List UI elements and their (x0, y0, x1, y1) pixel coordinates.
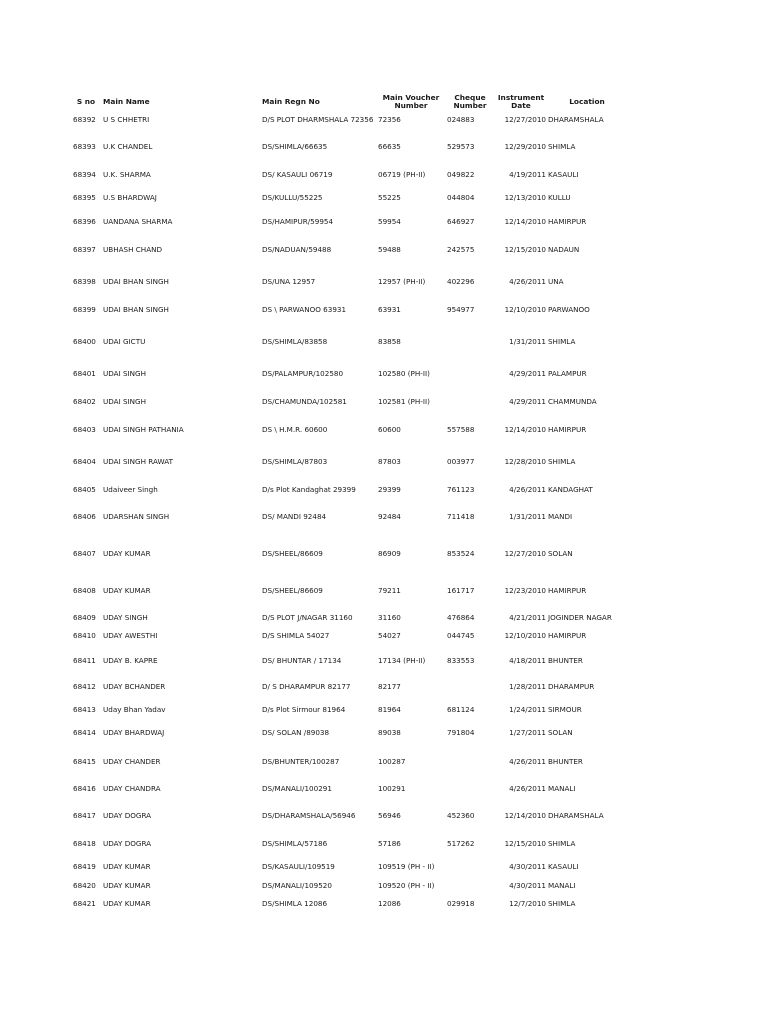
cell-instrument-date: 4/19/2011 (509, 170, 546, 179)
cell-sno: 68417 (73, 811, 96, 820)
cell-voucher-number: 54027 (378, 631, 401, 640)
cell-instrument-date: 4/26/2011 (509, 485, 546, 494)
cell-sno: 68412 (73, 682, 96, 691)
cell-location: UNA (548, 277, 564, 286)
table-row (0, 631, 768, 641)
cell-sno: 68403 (73, 425, 96, 434)
table-row (0, 705, 768, 715)
cell-cheque-number: 557588 (447, 425, 475, 434)
table-row (0, 881, 768, 891)
table-row (0, 784, 768, 794)
cell-cheque-number: 853524 (447, 549, 475, 558)
cell-voucher-number: 12086 (378, 899, 401, 908)
cell-sno: 68406 (73, 512, 96, 521)
header-cheque-line2: Number (453, 101, 487, 110)
cell-instrument-date: 4/18/2011 (509, 656, 546, 665)
cell-instrument-date: 4/21/2011 (509, 613, 546, 622)
cell-voucher-number: 31160 (378, 613, 401, 622)
cell-main-name: UDAY B. KAPRE (103, 656, 158, 665)
cell-instrument-date: 12/27/2010 (504, 115, 546, 124)
cell-instrument-date: 12/10/2010 (504, 631, 546, 640)
cell-main-name: UDARSHAN SINGH (103, 512, 170, 521)
cell-main-name: UDAY CHANDER (103, 757, 161, 766)
cell-cheque-number: 452360 (447, 811, 475, 820)
cell-cheque-number: 044804 (447, 193, 475, 202)
cell-location: HAMIRPUR (548, 425, 587, 434)
cell-sno: 68405 (73, 485, 96, 494)
cell-instrument-date: 4/30/2011 (509, 862, 546, 871)
cell-voucher-number: 82177 (378, 682, 401, 691)
cell-instrument-date: 12/15/2010 (504, 839, 546, 848)
cell-sno: 68413 (73, 705, 96, 714)
cell-main-regn-no: DS/SHIMLA/83858 (262, 337, 328, 346)
cell-location: CHAMMUNDA (548, 397, 597, 406)
cell-main-name: UDAI BHAN SINGH (103, 305, 169, 314)
cell-instrument-date: 12/13/2010 (504, 193, 546, 202)
cell-sno: 68414 (73, 728, 96, 737)
cell-main-name: UANDANA SHARMA (103, 217, 173, 226)
cell-instrument-date: 4/30/2011 (509, 881, 546, 890)
cell-main-name: UDAY DOGRA (103, 839, 152, 848)
cell-cheque-number: 517262 (447, 839, 475, 848)
cell-main-name: UDAY BHARDWAJ (103, 728, 165, 737)
cell-main-regn-no: DS/KULLU/55225 (262, 193, 323, 202)
cell-main-name: UDAY KUMAR (103, 862, 151, 871)
cell-instrument-date: 12/27/2010 (504, 549, 546, 558)
cell-voucher-number: 57186 (378, 839, 401, 848)
cell-main-regn-no: DS \ H.M.R. 60600 (262, 425, 328, 434)
cell-location: HAMIRPUR (548, 217, 587, 226)
cell-main-regn-no: DS/SHIMLA/66635 (262, 142, 328, 151)
cell-sno: 68420 (73, 881, 96, 890)
table-row (0, 586, 768, 596)
cell-main-regn-no: DS/HAMIPUR/59954 (262, 217, 334, 226)
cell-main-regn-no: DS/MANALI/109520 (262, 881, 332, 890)
cell-instrument-date: 1/27/2011 (509, 728, 546, 737)
table-row (0, 512, 768, 522)
cell-sno: 68397 (73, 245, 96, 254)
cell-voucher-number: 87803 (378, 457, 401, 466)
cell-instrument-date: 4/29/2011 (509, 397, 546, 406)
table-row (0, 549, 768, 559)
cell-sno: 68399 (73, 305, 96, 314)
table-row (0, 862, 768, 872)
header-instrument-date-line1: Instrument (497, 93, 545, 102)
cell-main-regn-no: DS/SHIMLA/87803 (262, 457, 328, 466)
table-row (0, 425, 768, 435)
cell-main-regn-no: DS/SHIMLA 12086 (262, 899, 328, 908)
cell-main-name: UDAI BHAN SINGH (103, 277, 169, 286)
cell-sno: 68410 (73, 631, 96, 640)
header-main-regn-no: Main Regn No (262, 97, 320, 106)
cell-cheque-number: 402296 (447, 277, 475, 286)
cell-sno: 68393 (73, 142, 96, 151)
table-row (0, 656, 768, 666)
cell-sno: 68421 (73, 899, 96, 908)
cell-main-regn-no: DS/ MANDI 92484 (262, 512, 327, 521)
table-row (0, 142, 768, 152)
cell-instrument-date: 12/15/2010 (504, 245, 546, 254)
cell-cheque-number: 646927 (447, 217, 475, 226)
cell-voucher-number: 59954 (378, 217, 401, 226)
cell-voucher-number: 60600 (378, 425, 401, 434)
table-row (0, 193, 768, 203)
table-row (0, 839, 768, 849)
cell-location: JOGINDER NAGAR (548, 613, 612, 622)
table-row (0, 728, 768, 738)
cell-main-regn-no: DS/ KASAULI 06719 (262, 170, 333, 179)
cell-sno: 68392 (73, 115, 96, 124)
cell-main-regn-no: DS/BHUNTER/100287 (262, 757, 340, 766)
header-main-voucher-line1: Main Voucher (382, 93, 440, 102)
cell-main-name: Uday Bhan Yadav (103, 705, 166, 714)
table-row (0, 397, 768, 407)
cell-location: SIRMOUR (548, 705, 582, 714)
cell-main-regn-no: D/S SHIMLA 54027 (262, 631, 330, 640)
cell-voucher-number: 81964 (378, 705, 401, 714)
cell-location: SOLAN (548, 728, 573, 737)
header-sno: S no (76, 97, 96, 106)
cell-voucher-number: 100291 (378, 784, 406, 793)
cell-location: HAMIRPUR (548, 631, 587, 640)
cell-location: PALAMPUR (548, 369, 587, 378)
cell-main-regn-no: DS/KASAULI/109519 (262, 862, 335, 871)
cell-sno: 68411 (73, 656, 96, 665)
cell-main-name: UDAI GICTU (103, 337, 146, 346)
cell-voucher-number: 66635 (378, 142, 401, 151)
cell-main-name: UBHASH CHAND (103, 245, 163, 254)
cell-voucher-number: 100287 (378, 757, 406, 766)
cell-location: MANALI (548, 784, 576, 793)
cell-voucher-number: 109519 (PH - II) (378, 862, 435, 871)
cell-main-regn-no: DS/MANALI/100291 (262, 784, 332, 793)
cell-main-name: U.S BHARDWAJ (103, 193, 157, 202)
cell-sno: 68400 (73, 337, 96, 346)
cell-main-regn-no: D/s Plot Sirmour 81964 (262, 705, 346, 714)
cell-voucher-number: 102581 (PH-II) (378, 397, 430, 406)
cell-voucher-number: 63931 (378, 305, 401, 314)
cell-cheque-number: 833553 (447, 656, 475, 665)
cell-cheque-number: 791804 (447, 728, 475, 737)
cell-voucher-number: 29399 (378, 485, 401, 494)
header-location: Location (569, 97, 605, 106)
cell-instrument-date: 1/31/2011 (509, 512, 546, 521)
table-row (0, 811, 768, 821)
cell-location: DHARAMSHALA (548, 811, 604, 820)
table-row (0, 337, 768, 347)
cell-cheque-number: 024883 (447, 115, 475, 124)
cell-main-regn-no: DS/UNA 12957 (262, 277, 316, 286)
cell-cheque-number: 476864 (447, 613, 475, 622)
cell-cheque-number: 003977 (447, 457, 475, 466)
cell-cheque-number: 049822 (447, 170, 475, 179)
cell-main-name: UDAY BCHANDER (103, 682, 166, 691)
cell-instrument-date: 4/26/2011 (509, 757, 546, 766)
table-row (0, 170, 768, 180)
cell-instrument-date: 1/24/2011 (509, 705, 546, 714)
cell-sno: 68419 (73, 862, 96, 871)
cell-voucher-number: 109520 (PH - II) (378, 881, 435, 890)
cell-main-name: UDAI SINGH (103, 369, 147, 378)
cell-voucher-number: 17134 (PH-II) (378, 656, 426, 665)
header-instrument-date-line2: Date (511, 101, 531, 110)
cell-main-regn-no: DS/SHIMLA/57186 (262, 839, 328, 848)
cell-instrument-date: 12/28/2010 (504, 457, 546, 466)
cell-main-regn-no: DS/NADUAN/59488 (262, 245, 332, 254)
cell-voucher-number: 06719 (PH-II) (378, 170, 426, 179)
cell-location: KASAULI (548, 862, 579, 871)
cell-voucher-number: 89038 (378, 728, 401, 737)
table-row (0, 613, 768, 623)
table-row (0, 457, 768, 467)
cell-sno: 68404 (73, 457, 96, 466)
cell-main-name: U.K CHANDEL (103, 142, 153, 151)
cell-location: SHIMLA (548, 839, 576, 848)
table-row (0, 305, 768, 315)
cell-main-regn-no: D/S PLOT DHARMSHALA 72356 (262, 115, 374, 124)
cell-sno: 68398 (73, 277, 96, 286)
cell-main-name: UDAY CHANDRA (103, 784, 161, 793)
cell-voucher-number: 56946 (378, 811, 401, 820)
cell-location: BHUNTER (548, 656, 583, 665)
cell-sno: 68401 (73, 369, 96, 378)
header-main-voucher-line2: Number (394, 101, 428, 110)
cell-cheque-number: 161717 (447, 586, 475, 595)
cell-cheque-number: 044745 (447, 631, 475, 640)
cell-instrument-date: 12/7/2010 (509, 899, 546, 908)
cell-main-regn-no: DS/ SOLAN /89038 (262, 728, 330, 737)
cell-location: BHUNTER (548, 757, 583, 766)
cell-main-name: UDAY DOGRA (103, 811, 152, 820)
cell-sno: 68407 (73, 549, 96, 558)
cell-location: DHARAMSHALA (548, 115, 604, 124)
table-row (0, 369, 768, 379)
table-row (0, 682, 768, 692)
cell-main-name: UDAY AWESTHI (103, 631, 158, 640)
cell-voucher-number: 92484 (378, 512, 401, 521)
cell-location: MANALI (548, 881, 576, 890)
table-row (0, 757, 768, 767)
header-main-name: Main Name (103, 97, 150, 106)
cell-instrument-date: 1/31/2011 (509, 337, 546, 346)
cell-sno: 68415 (73, 757, 96, 766)
cell-main-regn-no: D/s Plot Kandaghat 29399 (262, 485, 356, 494)
cell-cheque-number: 242575 (447, 245, 475, 254)
cell-voucher-number: 59488 (378, 245, 401, 254)
cell-main-name: UDAI SINGH (103, 397, 147, 406)
cell-instrument-date: 12/14/2010 (504, 425, 546, 434)
cell-instrument-date: 12/14/2010 (504, 217, 546, 226)
cell-location: PARWANOO (548, 305, 590, 314)
cell-main-regn-no: D/S PLOT J/NAGAR 31160 (262, 613, 353, 622)
cell-main-regn-no: DS/CHAMUNDA/102581 (262, 397, 347, 406)
cell-sno: 68408 (73, 586, 96, 595)
cell-instrument-date: 12/29/2010 (504, 142, 546, 151)
cell-location: KANDAGHAT (548, 485, 593, 494)
cell-main-name: UDAY KUMAR (103, 549, 151, 558)
cell-voucher-number: 102580 (PH-II) (378, 369, 430, 378)
cell-sno: 68395 (73, 193, 96, 202)
table-row (0, 899, 768, 909)
cell-sno: 68418 (73, 839, 96, 848)
cell-main-regn-no: DS/PALAMPUR/102580 (262, 369, 344, 378)
cell-instrument-date: 4/26/2011 (509, 784, 546, 793)
cell-main-regn-no: DS/SHEEL/86609 (262, 586, 323, 595)
cell-voucher-number: 79211 (378, 586, 401, 595)
cell-instrument-date: 4/29/2011 (509, 369, 546, 378)
table-row (0, 485, 768, 495)
cell-voucher-number: 12957 (PH-II) (378, 277, 426, 286)
cell-instrument-date: 4/26/2011 (509, 277, 546, 286)
cell-location: KASAULI (548, 170, 579, 179)
cell-cheque-number: 029918 (447, 899, 475, 908)
cell-sno: 68409 (73, 613, 96, 622)
cell-location: MANDI (548, 512, 573, 521)
cell-cheque-number: 711418 (447, 512, 475, 521)
cell-main-name: U.K. SHARMA (103, 170, 151, 179)
cell-instrument-date: 12/14/2010 (504, 811, 546, 820)
cell-main-name: UDAI SINGH RAWAT (103, 457, 173, 466)
cell-location: SOLAN (548, 549, 573, 558)
cell-main-regn-no: D/ S DHARAMPUR 82177 (262, 682, 351, 691)
cell-main-name: UDAY KUMAR (103, 586, 151, 595)
header-cheque-line1: Cheque (454, 93, 486, 102)
table-row (0, 277, 768, 287)
cell-location: HAMIRPUR (548, 586, 587, 595)
cell-main-regn-no: DS/DHARAMSHALA/56946 (262, 811, 356, 820)
cell-main-regn-no: DS \ PARWANOO 63931 (262, 305, 347, 314)
cell-main-regn-no: DS/ BHUNTAR / 17134 (262, 656, 342, 665)
cell-main-name: U S CHHETRI (103, 115, 150, 124)
cell-instrument-date: 12/10/2010 (504, 305, 546, 314)
cell-location: DHARAMPUR (548, 682, 595, 691)
cell-instrument-date: 1/28/2011 (509, 682, 546, 691)
cell-main-name: UDAY KUMAR (103, 899, 151, 908)
cell-sno: 68394 (73, 170, 96, 179)
cell-location: SHIMLA (548, 457, 576, 466)
cell-location: KULLU (548, 193, 571, 202)
cell-sno: 68416 (73, 784, 96, 793)
cell-main-name: UDAY KUMAR (103, 881, 151, 890)
table-row (0, 245, 768, 255)
cell-main-regn-no: DS/SHEEL/86609 (262, 549, 323, 558)
cell-location: SHIMLA (548, 899, 576, 908)
table-row (0, 115, 768, 125)
cell-cheque-number: 954977 (447, 305, 475, 314)
cell-cheque-number: 681124 (447, 705, 475, 714)
cell-sno: 68402 (73, 397, 96, 406)
cell-voucher-number: 72356 (378, 115, 401, 124)
cell-location: SHIMLA (548, 337, 576, 346)
cell-sno: 68396 (73, 217, 96, 226)
cell-cheque-number: 761123 (447, 485, 475, 494)
cell-instrument-date: 12/23/2010 (504, 586, 546, 595)
cell-main-name: Udaiveer Singh (103, 485, 158, 494)
cell-voucher-number: 55225 (378, 193, 401, 202)
cell-main-name: UDAY SINGH (103, 613, 148, 622)
cell-voucher-number: 83858 (378, 337, 401, 346)
cell-main-name: UDAI SINGH PATHANIA (103, 425, 184, 434)
cell-cheque-number: 529573 (447, 142, 475, 151)
table-row (0, 217, 768, 227)
cell-location: SHIMLA (548, 142, 576, 151)
cell-location: NADAUN (548, 245, 580, 254)
cell-voucher-number: 86909 (378, 549, 401, 558)
